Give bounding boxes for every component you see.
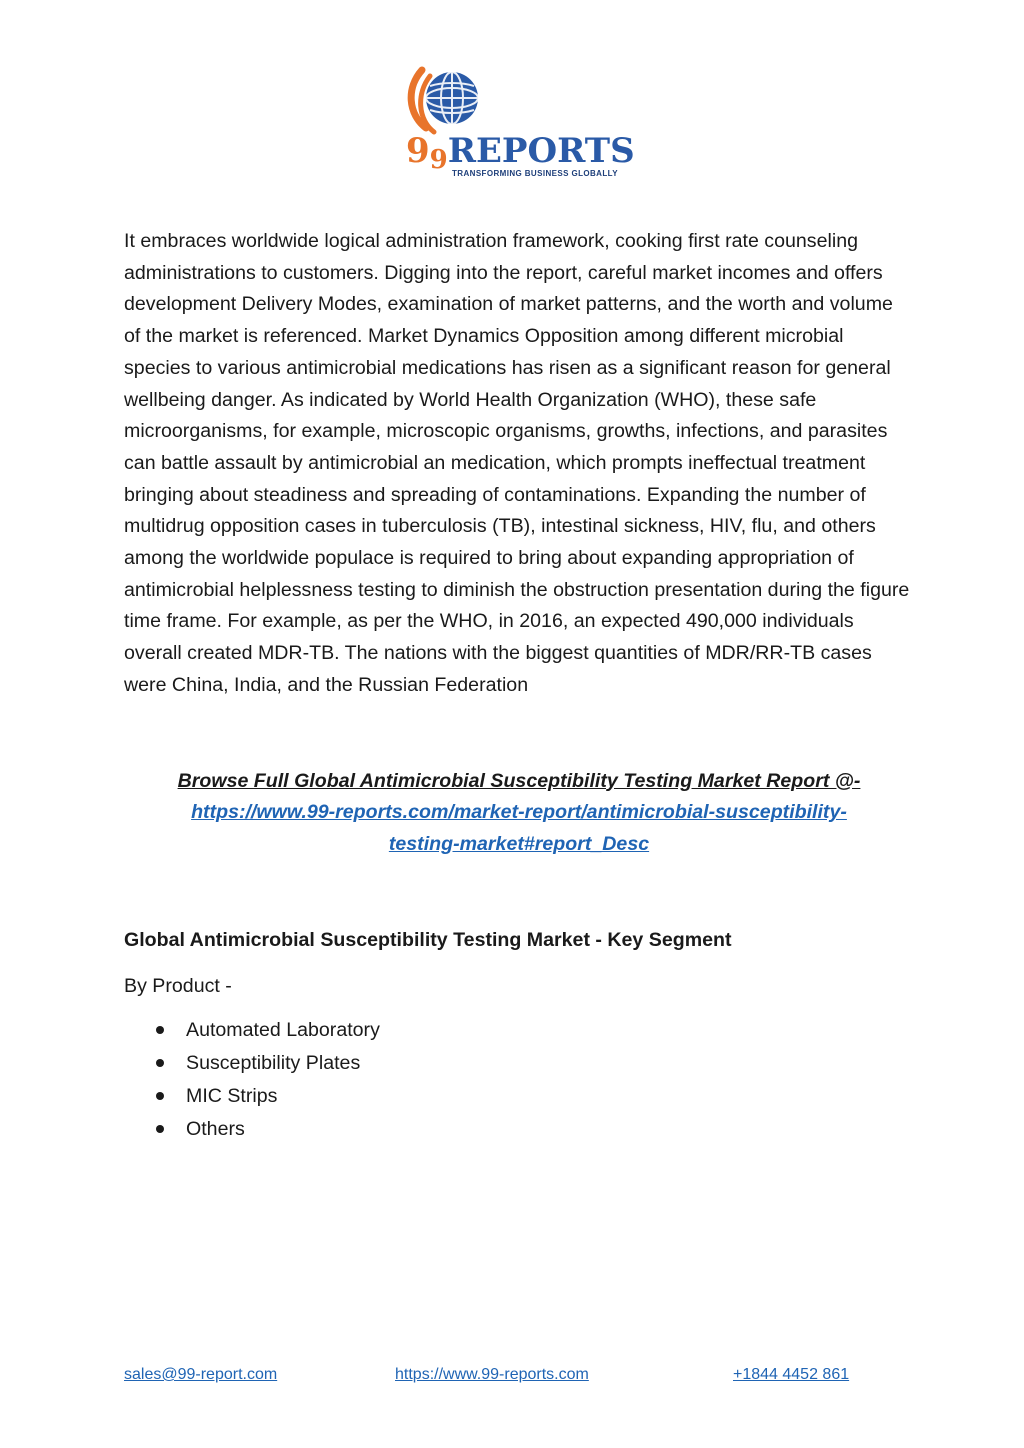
globe-logo-icon [404, 58, 484, 138]
list-item-text: Automated Laboratory [186, 1019, 380, 1042]
footer-email-link[interactable]: sales@99-report.com [124, 1366, 278, 1383]
browse-report-label-link[interactable]: Browse Full Global Antimicrobial Susceptibility Testing Market Report @- [177, 769, 861, 792]
by-product-subheading: By Product - [124, 975, 232, 998]
list-item [124, 1080, 914, 1113]
list-item-text: MIC Strips [186, 1085, 278, 1108]
logo-wordmark: 99REPORTS [406, 131, 635, 175]
list-item-text: Others [186, 1118, 245, 1141]
report-url-link-line2[interactable]: testing-market#report_Desc [388, 832, 650, 855]
bullet-icon [156, 1092, 164, 1100]
body-paragraph: It embraces worldwide logical administration framework, cooking first rate counseling administrations to customers. Digging into the report, careful market incomes and offers development Delivery Modes, examination of market patterns, and the worth and volume of the market is referenced. Market Dynamics Opposition among different microbial species to various antimicrobial medications has risen as a significant reason for general wellbeing danger. As indicated by World Health Organization (WHO), these safe microorganisms, for example, microscopic organisms, growths, infections, and parasites can battle assault by antimicrobial an medication, which prompts ineffectual treatment bringing about steadiness and spreading of contaminations. Expanding the number of multidrug opposition cases in tuberculosis (TB), intestinal sickness, HIV, flu, and others among the worldwide populace is required to bring about expanding appropriation of antimicrobial helplessness testing to diminish the obstruction presentation during the figure time frame. For example, as per the WHO, in 2016, an expected 490,000 individuals overall created MDR-TB. The nations with the biggest quantities of MDR/RR-TB cases were China, India, and the Russian Federation [124, 230, 910, 696]
report-url-link-line1[interactable]: https://www.99-reports.com/market-report/antimicrobial-susceptibility- [191, 801, 847, 824]
list-item-text: Susceptibility Plates [186, 1052, 361, 1075]
browse-report-block [124, 766, 914, 861]
list-item [124, 1113, 914, 1146]
list-item [124, 1047, 914, 1080]
key-segment-heading: Global Antimicrobial Susceptibility Testing Market - Key Segment [124, 929, 732, 952]
company-logo [400, 58, 635, 188]
bullet-icon [156, 1026, 164, 1034]
list-item [124, 1014, 914, 1047]
bullet-icon [156, 1059, 164, 1067]
footer-website-link[interactable]: https://www.99-reports.com [395, 1366, 589, 1383]
bullet-icon [156, 1125, 164, 1133]
document-body [124, 226, 914, 1146]
logo-tagline: TRANSFORMING BUSINESS GLOBALLY [452, 169, 618, 178]
product-list [124, 1014, 914, 1146]
footer-phone-link[interactable]: +1844 4452 861 [733, 1366, 850, 1383]
